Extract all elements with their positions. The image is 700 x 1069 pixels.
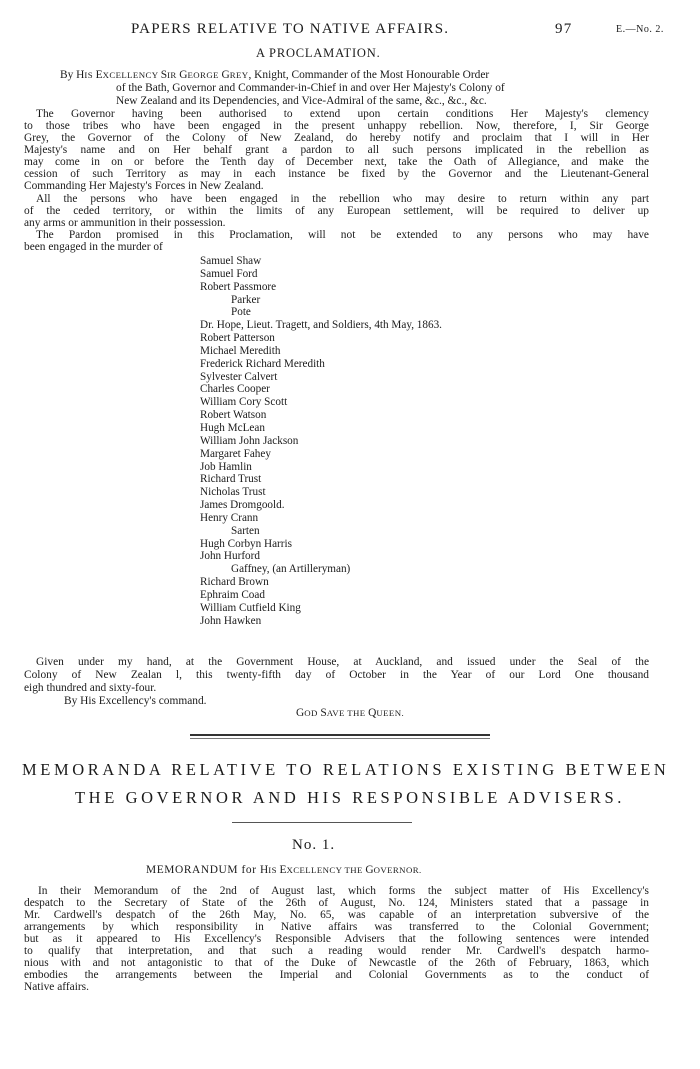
memorandum-number: No. 1. <box>292 837 336 853</box>
god-save-the-queen: GOD SAVE THE QUEEN. <box>296 707 405 719</box>
name-entry: Robert Passmore <box>200 280 277 293</box>
name-entry: Hugh McLean <box>200 421 265 434</box>
name-entry: Nicholas Trust <box>200 486 266 499</box>
command-line: By His Excellency's command. <box>64 695 207 707</box>
name-entry: Parker <box>231 293 261 306</box>
name-entry: Gaffney, (an Artilleryman) <box>231 563 351 576</box>
running-title: PAPERS RELATIVE TO NATIVE AFFAIRS. <box>131 21 450 37</box>
name-entry: Richard Trust <box>200 473 262 486</box>
paragraph-line: may come in on or before the Tenth day of December next, take the Oath of Allegiance, and make the <box>24 156 649 168</box>
preamble-line: of the Bath, Governor and Commander-in-Chief in and over Her Majesty's Colony of <box>116 82 505 94</box>
name-entry: Sarten <box>231 524 260 537</box>
name-entry: Pote <box>231 306 251 319</box>
memo-line: despatch to the Secretary of State of the 26th of August, No. 124, Ministers stated that a passage in <box>24 897 649 909</box>
name-entry: Job Hamlin <box>200 460 252 473</box>
short-rule <box>232 822 412 823</box>
name-entry: Hugh Corbyn Harris <box>200 537 292 550</box>
preamble-line: By HIS EXCELLENCY SIR GEORGE GREY, Knight, Commander of the Most Honourable Order <box>60 69 490 81</box>
paragraph-line: of the ceded territory, or within the limits of any European settlement, will be required to deliver up <box>24 205 649 217</box>
memoranda-title-line: THE GOVERNOR AND HIS RESPONSIBLE ADVISERS. <box>75 788 625 807</box>
name-entry: William Cory Scott <box>200 396 288 409</box>
paragraph-line: All the persons who have been engaged in the rebellion who may desire to return within any part <box>36 193 649 205</box>
proclamation-title: A PROCLAMATION. <box>256 46 381 60</box>
name-entry: Charles Cooper <box>200 383 270 396</box>
name-entry: William Cutfield King <box>200 601 301 614</box>
paragraph-line: been engaged in the murder of <box>24 241 163 253</box>
paragraph-line: to those tribes who have been engaged in the present unhappy rebellion. Now, therefore, I, Sir George <box>24 120 649 132</box>
preamble-line: New Zealand and its Dependencies, and Vice-Admiral of the same, &c., &c., &c. <box>116 95 487 107</box>
given-line: Colony of New Zealan l, this twenty-fifth day of October in the Year of our Lord One thousand <box>24 669 649 681</box>
paragraph-line: Grey, the Governor of the Colony of New Zealand, do hereby notify and proclaim that I will in Her <box>24 132 649 144</box>
name-entry: Ephraim Coad <box>200 588 265 601</box>
name-entry: Richard Brown <box>200 576 269 589</box>
name-entry: Michael Meredith <box>200 344 281 357</box>
name-entry: John Hawken <box>200 614 262 627</box>
paragraph-line: The Pardon promised in this Proclamation, will not be extended to any persons who may have <box>36 229 649 241</box>
name-entry: Robert Patterson <box>200 332 275 345</box>
memo-line: to qualify that interpretation, and that such a reading would render Mr. Cardwell's despatch harmo- <box>24 945 649 957</box>
name-entry: Sylvester Calvert <box>200 370 278 383</box>
name-entry: Henry Crann <box>200 511 259 524</box>
memo-line: In their Memorandum of the 2nd of August last, which forms the subject matter of His Excellency's <box>38 885 649 897</box>
paragraph-line: Commanding Her Majesty's Forces in New Zealand. <box>24 180 264 192</box>
paragraph-line: any arms or ammunition in their possession. <box>24 217 226 229</box>
memo-line: embodies the arrangements between the Imperial and Colonial Governments as to the conduct of <box>24 969 649 981</box>
paragraph-line: Majesty's name and on Her behalf grant a pardon to all such persons implicated in the rebellion as <box>24 144 649 156</box>
name-entry: Samuel Ford <box>200 267 258 280</box>
name-entry: William John Jackson <box>200 434 299 447</box>
given-line: Given under my hand, at the Government House, at Auckland, and issued under the Seal of the <box>36 656 649 668</box>
memorandum-heading: MEMORANDUM for HIS EXCELLENCY THE GOVERNOR. <box>146 864 422 876</box>
name-entry: John Hurford <box>200 550 260 563</box>
page-number: 97 <box>555 21 573 37</box>
name-entry: Frederick Richard Meredith <box>200 357 325 370</box>
name-entry: Robert Watson <box>200 409 267 422</box>
memo-line: but as it appeared to His Excellency's Responsible Advisers that the following sentences were intended <box>24 933 649 945</box>
memo-line: Mr. Cardwell's despatch of the 26th May, No. 65, was capable of an interpretation subversive of the <box>24 909 649 921</box>
name-entry: Samuel Shaw <box>200 255 262 267</box>
paragraph-line: The Governor having been authorised to extend upon certain conditions Her Majesty's clemency <box>36 108 649 120</box>
memo-line: nious with and not antagonistic to that of the Duke of Newcastle of the 26th of February, 1863, which <box>24 957 649 969</box>
name-entry: James Dromgoold. <box>200 499 285 512</box>
section-divider <box>190 738 490 739</box>
name-entry: Margaret Fahey <box>200 447 271 460</box>
name-entry: Dr. Hope, Lieut. Tragett, and Soldiers, 4th May, 1863. <box>200 319 442 332</box>
paragraph-line: cession of such Territory as may in each instance be fixed by the Governor and the Lieutenant-General <box>24 168 649 180</box>
memo-line: arrangements by which responsibility in Native affairs was transferred to the Colonial Government; <box>24 921 649 933</box>
memoranda-title-line: MEMORANDA RELATIVE TO RELATIONS EXISTING BETWEEN <box>22 760 670 779</box>
section-divider <box>190 734 490 736</box>
given-line: eigh thundred and sixty-four. <box>24 682 157 694</box>
memo-line: Native affairs. <box>24 981 89 993</box>
names-list <box>200 255 442 627</box>
document-reference: E.—No. 2. <box>616 24 664 35</box>
